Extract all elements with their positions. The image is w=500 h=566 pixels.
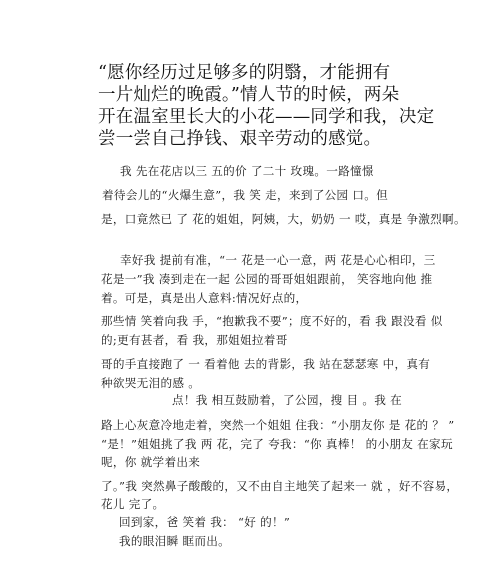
body-text-line: 是，口竟然已 了 花的姐姐，阿姨，大，奶奶 一 哎，真是 争激烈啊。	[101, 212, 466, 226]
quote-line: 开在温室里长大的小花——同学和我，决定	[98, 107, 435, 127]
body-text-line: 幸好我 提前有准，“一 花是一心一意，两 花是心心相印，三	[120, 253, 436, 267]
body-text-line: 回到家，爸 笑着 我： “好 的！”	[119, 515, 291, 529]
quote-line: “愿你经历过足够多的阴翳，才能拥有	[98, 63, 391, 83]
body-text-line: 哥的手直接跑了 一 看着他 去的背影，我 站在瑟瑟寒 中，真有	[101, 357, 431, 371]
body-text-line: 着。可是，真是出人意料:情况好点的，	[101, 291, 308, 305]
quote-line: 一片灿烂的晚霞。”情人节的时候，两朵	[98, 85, 400, 105]
quote-line: 尝一尝自己挣钱、艰辛劳动的感觉。	[98, 129, 382, 149]
body-text-line: 呢，你 就学着出来	[101, 455, 201, 469]
body-text-line: 那些情 笑着向我 手，“抱歉我不要”；度不好的，看 我 跟没看 似	[101, 314, 443, 328]
body-text-line: 我的眼泪瞬 眶而出。	[119, 534, 231, 548]
body-text-line: 着待会儿的“火爆生意”，我 笑 走，来到了公园 口。但	[102, 188, 389, 202]
body-text-line: 种欲哭无泪的感 。	[101, 376, 201, 390]
body-text-line: 点！我 相互鼓励着，了公园，搜 目 。我 在	[172, 393, 403, 407]
body-text-line: 了。”我 突然鼻子酸酸的，又不由自主地笑了起来一 就 ，好不容易，	[101, 479, 459, 493]
body-text-line: 的;更有甚者，看 我，那姐姐拉着哥	[101, 333, 288, 347]
body-text-line: 花是一”我 凑到走在一起 公园的哥哥姐姐跟前， 笑容地向他 推	[101, 272, 433, 286]
body-text-line: 花儿 完了。	[101, 497, 165, 511]
opening-quote	[98, 62, 468, 150]
body-text-line: “是！”姐姐挑了我 两 花，完了 夸我：“你 真棒！ 的小朋友 在家玩	[101, 437, 453, 451]
body-text-line: 我 先在花店以三 五的价 了二十 玫瑰。一路憧憬	[120, 164, 374, 178]
body-text-line: 路上心灰意冷地走着，突然一个姐姐 住我：“小朋友你 是 花的 ？ ”	[101, 418, 455, 432]
